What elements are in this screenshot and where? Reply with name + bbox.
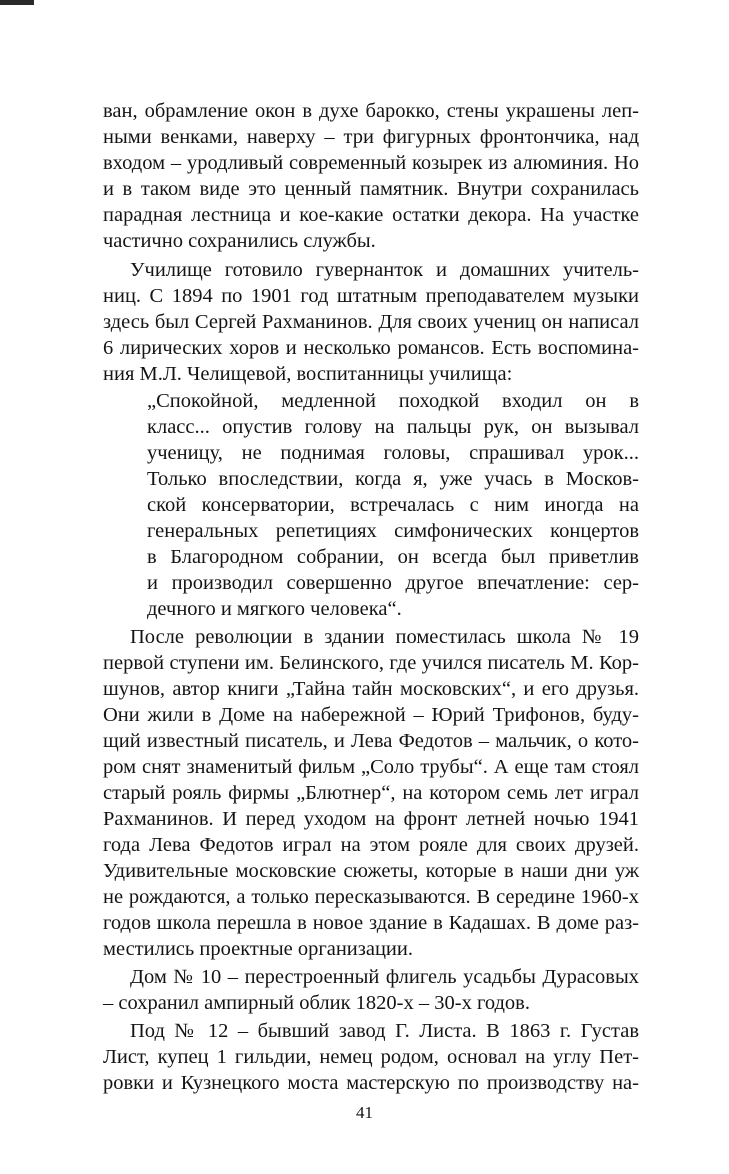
text-line: ными венками, наверху – три фигурных фронтончика, над — [103, 126, 639, 148]
text-line: Лист, купец 1 гильдии, немец родом, основал на углу Пет- — [103, 1046, 639, 1068]
text-line: первой ступени им. Белинского, где учился писатель М. Кор- — [103, 652, 639, 674]
text-line: местились проектные организации. — [103, 938, 414, 960]
text-line: щий известный писатель, и Лева Федотов – мальчик, о кото- — [103, 730, 639, 752]
text-line: ром снят знаменитый фильм „Соло трубы“. А еще там стоял — [103, 756, 639, 778]
text-line: парадная лестница и кое-какие остатки декора. На участке — [103, 204, 639, 226]
quote-line: „Спокойной, медленной походкой входил он в — [147, 390, 639, 412]
text-line: Училище готовило гувернанток и домашних учитель- — [130, 259, 639, 281]
text-line: После революции в здании поместилась школа № 19 — [130, 626, 639, 648]
quote-line: дечного и мягкого человека“. — [147, 598, 402, 620]
text-line: частично сохранились службы. — [103, 230, 376, 252]
text-line: и в таком виде это ценный памятник. Внутри сохранилась — [103, 178, 639, 200]
text-line: старый рояль фирмы „Блютнер“, на котором семь лет играл — [103, 782, 639, 804]
text-line: года Лева Федотов играл на этом рояле для своих друзей. — [103, 834, 639, 856]
text-line: – сохранил ампирный облик 1820-х – 30-х годов. — [103, 992, 530, 1014]
text-line: Они жили в Доме на набережной – Юрий Трифонов, буду- — [103, 704, 639, 726]
text-line: Дом № 10 – перестроенный флигель усадьбы Дурасовых — [130, 966, 639, 988]
quote-line: и производил совершенно другое впечатление: сер- — [147, 572, 639, 594]
quote-line: Только впоследствии, когда я, уже учась в Москов- — [147, 468, 639, 490]
page-number: 41 — [356, 1103, 373, 1122]
text-line: ния М.Л. Челищевой, воспитанницы училища: — [103, 363, 513, 385]
quote-line: ученицу, не поднимая головы, спрашивал урок... — [147, 442, 639, 464]
text-line: здесь был Сергей Рахманинов. Для своих учениц он написал — [103, 311, 639, 333]
text-line: не рождаются, а только пересказываются. В середине 1960-х — [103, 886, 639, 908]
text-line: ниц. С 1894 по 1901 год штатным преподавателем музыки — [103, 285, 639, 307]
quote-line: генеральных репетициях симфонических концертов — [147, 520, 639, 542]
text-line: ван, обрамление окон в духе барокко, стены украшены леп- — [103, 100, 639, 122]
quote-line: в Благородном собрании, он всегда был приветлив — [147, 546, 639, 568]
text-line: шунов, автор книги „Тайна тайн московских“, и его друзья. — [103, 678, 639, 700]
text-line: годов школа перешла в новое здание в Кадашах. В доме раз- — [103, 912, 639, 934]
quote-line: ской консерватории, встречалась с ним иногда на — [147, 494, 639, 516]
text-line: Под № 12 – бывший завод Г. Листа. В 1863 г. Густав — [130, 1020, 639, 1042]
quote-line: класс... опустив голову на пальцы рук, он вызывал — [147, 416, 639, 438]
text-line: ровки и Кузнецкого моста мастерскую по производству на- — [103, 1072, 639, 1094]
text-line: Удивительные московские сюжеты, которые в наши дни уж — [103, 860, 639, 882]
text-line: Рахманинов. И перед уходом на фронт летней ночью 1941 — [103, 808, 639, 830]
text-line: входом – уродливый современный козырек из алюминия. Но — [103, 152, 639, 174]
text-line: 6 лирических хоров и несколько романсов. Есть воспомина- — [103, 337, 639, 359]
